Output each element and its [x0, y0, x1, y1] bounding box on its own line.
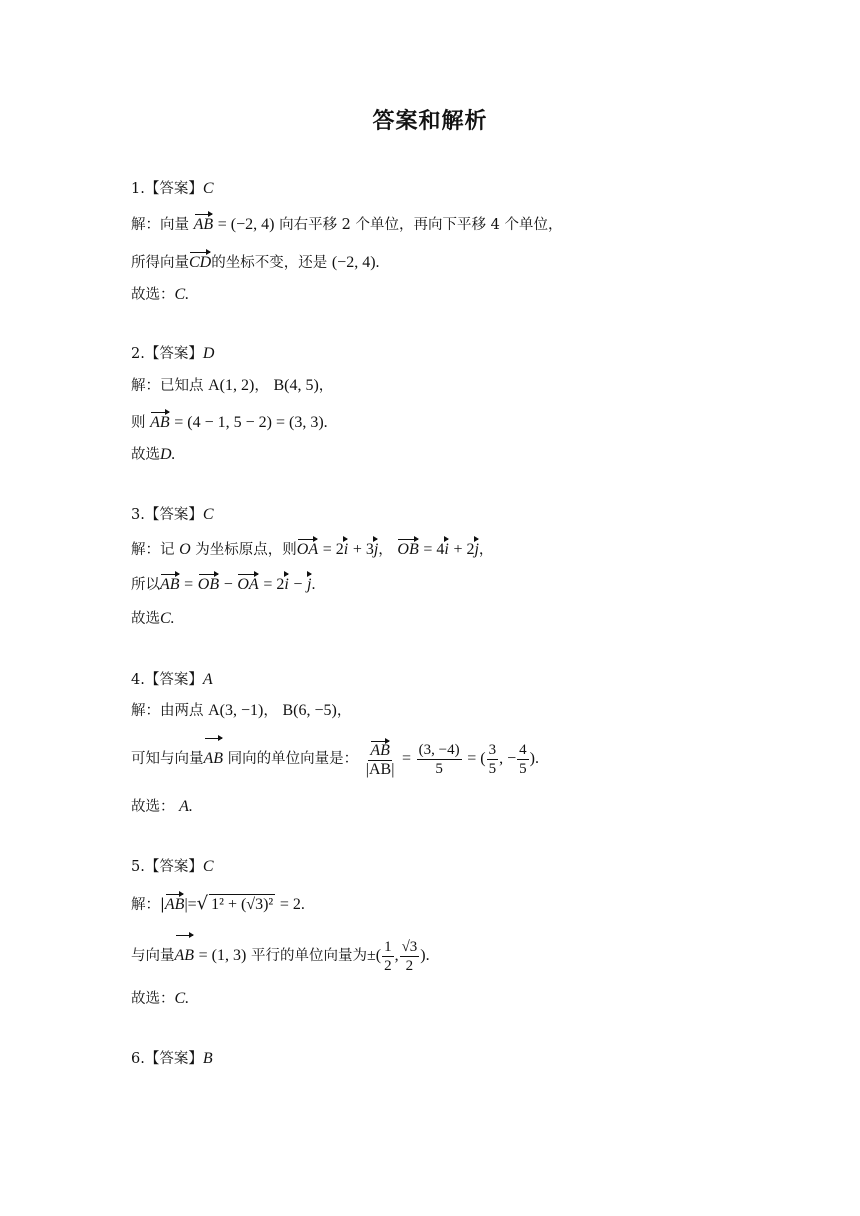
radicand: 1² + (√3)² — [211, 896, 274, 913]
text: 则 — [131, 415, 146, 431]
answer-tag: 【答案】 — [144, 346, 203, 362]
math: ±( — [366, 947, 382, 964]
text: 的坐标不变，还是 — [211, 255, 328, 271]
q3-solution-line-1 — [131, 538, 493, 560]
math: = (−2, 4) — [217, 216, 275, 233]
q4-conclusion — [131, 797, 193, 817]
denominator: 5 — [435, 760, 443, 777]
math: + 2 — [453, 541, 475, 558]
origin-o: O — [179, 541, 191, 558]
denominator: 5 — [488, 760, 497, 777]
unit-vector-j: j — [374, 538, 378, 560]
q1-number: 1. — [131, 181, 145, 197]
q4-number: 4. — [131, 672, 145, 688]
text: ， — [263, 703, 278, 719]
math: − — [293, 576, 303, 593]
denominator: 2 — [405, 957, 414, 974]
q6-choice: B — [202, 1050, 213, 1067]
fraction-3-5 — [487, 741, 499, 778]
numerator: 1 — [384, 938, 392, 955]
text: 与向量 — [131, 948, 175, 964]
text: 解：| — [131, 897, 165, 913]
vector-oa: OA — [237, 573, 258, 595]
q1-solution-line-2 — [131, 251, 380, 273]
text: 故选： — [131, 991, 175, 1007]
text: 解：已知点 — [131, 378, 204, 394]
unit-vector-j: j — [474, 538, 478, 560]
text: 所得向量 — [131, 255, 189, 271]
unit-vector-i: i — [344, 538, 348, 560]
text: 所以 — [131, 577, 160, 593]
math: D. — [160, 446, 176, 463]
q5-answer-line — [131, 857, 214, 877]
magnitude-ab: |AB| — [365, 760, 395, 778]
math: C. — [174, 286, 190, 303]
text: ， — [254, 378, 269, 394]
text: 向右平移 2 个单位，再向下平移 4 个单位， — [279, 217, 563, 233]
vector-ab: AB — [175, 934, 195, 976]
text: 解：向量 — [131, 217, 189, 233]
q2-answer-line — [131, 344, 214, 364]
math: − — [223, 576, 233, 593]
point-b: B(6, −5) — [282, 702, 337, 719]
math: A. — [179, 798, 193, 815]
vector-ab: AB — [160, 573, 180, 595]
q2-solution-line-2 — [131, 411, 328, 433]
fraction-4-5 — [517, 741, 529, 778]
page-title: 答案和解析 — [372, 109, 488, 134]
q5-solution-line-2 — [131, 934, 430, 976]
q1-answer-line — [131, 179, 214, 199]
q6-answer-line — [131, 1049, 213, 1069]
math: = 4 — [423, 541, 445, 558]
denominator: 2 — [384, 957, 392, 974]
vector-ab: AB — [165, 893, 185, 915]
q6-number: 6. — [131, 1051, 145, 1067]
vector-ob: OB — [198, 573, 219, 595]
q4-choice: A — [202, 671, 213, 688]
text: 故选： — [131, 799, 175, 815]
text: ， — [336, 703, 352, 719]
q4-answer-line — [131, 670, 213, 690]
q1-solution-line-1 — [131, 213, 562, 235]
text: 解：记 — [131, 542, 175, 558]
q3-solution-line-2 — [131, 573, 316, 595]
math: = 2. — [279, 896, 305, 913]
answer-tag: 【答案】 — [144, 672, 203, 688]
vector-ab: AB — [370, 741, 390, 759]
math: |= — [184, 896, 197, 913]
math: . — [311, 576, 316, 593]
q5-solution-line-1 — [131, 893, 305, 915]
q4-solution-line-1 — [131, 701, 351, 721]
math: = ( — [467, 750, 486, 767]
q5-choice: C — [202, 858, 214, 875]
math: = — [402, 750, 412, 767]
q1-choice: C — [202, 180, 214, 197]
vector-cd: CD — [189, 251, 211, 273]
q5-number: 5. — [131, 859, 145, 875]
numerator: √3 — [401, 938, 418, 955]
unit-vector-j: j — [307, 573, 311, 595]
math: = — [184, 576, 194, 593]
math: C. — [160, 610, 175, 627]
point-b: B(4, 5) — [273, 377, 319, 394]
fraction-coords — [417, 741, 462, 778]
fraction-unit-vector — [364, 740, 397, 779]
math: , − — [499, 750, 517, 767]
text: ， — [318, 378, 334, 394]
unit-vector-i: i — [284, 573, 288, 595]
math: ). — [529, 750, 539, 767]
math: = (1, 3) — [198, 947, 247, 964]
answer-tag: 【答案】 — [144, 1051, 203, 1067]
text: 故选 — [131, 611, 160, 627]
math: (−2, 4). — [331, 254, 380, 271]
q2-solution-line-1 — [131, 376, 333, 396]
text: 平行的单位向量为 — [250, 948, 367, 964]
point-a: A(1, 2) — [208, 377, 255, 394]
point-a: A(3, −1) — [208, 702, 264, 719]
text: 为坐标原点，则 — [195, 542, 297, 558]
fraction-1-2 — [382, 938, 394, 975]
answer-tag: 【答案】 — [144, 507, 203, 523]
answer-tag: 【答案】 — [144, 181, 203, 197]
sqrt-icon: √ — [196, 893, 209, 914]
math: = 2 — [263, 576, 285, 593]
q1-conclusion — [131, 285, 189, 305]
math: = (4 − 1, 5 − 2) = (3, 3). — [174, 414, 328, 431]
answer-tag: 【答案】 — [144, 859, 203, 875]
fraction-sqrt3-2 — [400, 938, 420, 975]
vector-oa: OA — [297, 538, 318, 560]
math: = 2 — [322, 541, 344, 558]
numerator: 3 — [488, 741, 497, 758]
text: 同向的单位向量是： — [227, 751, 359, 767]
math: , — [394, 947, 399, 964]
text: 故选 — [131, 447, 160, 463]
numerator: 4 — [519, 741, 527, 758]
math: ). — [420, 947, 430, 964]
q2-number: 2. — [131, 346, 145, 362]
numerator: (3, −4) — [418, 741, 460, 758]
vector-ob: OB — [397, 538, 418, 560]
text: ， — [478, 542, 494, 558]
q3-number: 3. — [131, 507, 145, 523]
math: + 3 — [352, 541, 374, 558]
text: ， — [378, 542, 393, 558]
q5-conclusion — [131, 989, 189, 1009]
q2-conclusion — [131, 445, 176, 465]
unit-vector-i: i — [444, 538, 448, 560]
vector-ab: AB — [194, 213, 214, 235]
text: 故选： — [131, 287, 175, 303]
text: 可知与向量 — [131, 751, 204, 767]
vector-ab: AB — [150, 411, 170, 433]
vector-ab: AB — [204, 737, 224, 779]
q3-answer-line — [131, 505, 214, 525]
math: C. — [174, 990, 190, 1007]
denominator: 5 — [519, 760, 527, 777]
q3-choice: C — [202, 506, 214, 523]
text: 解：由两点 — [131, 703, 204, 719]
q2-choice: D — [202, 345, 215, 362]
q4-solution-line-2 — [131, 737, 539, 779]
q3-conclusion — [131, 609, 175, 629]
